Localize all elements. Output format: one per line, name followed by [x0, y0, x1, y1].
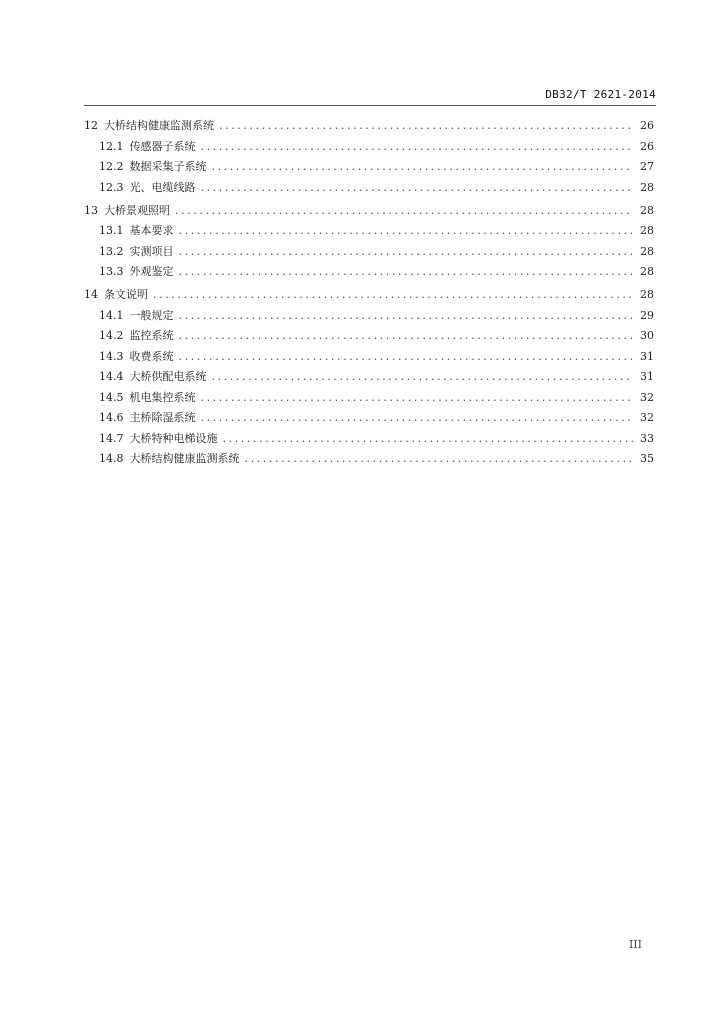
- toc-entry-12-2[interactable]: [84, 157, 656, 178]
- toc-entry-page: 33: [640, 431, 654, 445]
- toc-entry-14-5[interactable]: [84, 388, 656, 409]
- toc-entry-13-2[interactable]: [84, 242, 656, 263]
- toc-entry-title: 条文说明: [104, 288, 148, 301]
- toc-dot-leader: [201, 408, 634, 429]
- toc-entry-13-1[interactable]: [84, 221, 656, 242]
- toc-entry-page: 28: [640, 203, 654, 217]
- toc-entry-12-1[interactable]: [84, 137, 656, 158]
- toc-entry-number: 14.3: [99, 349, 124, 363]
- toc-entry-page: 28: [640, 224, 654, 237]
- toc-entry-page: 26: [640, 119, 654, 132]
- toc-entry-number: 13.3: [99, 265, 124, 278]
- toc-entry-title: 机电集控系统: [129, 390, 196, 404]
- toc-entry-page: 26: [640, 139, 654, 153]
- toc-entry-number: 14: [84, 288, 98, 301]
- toc-dot-leader: [212, 157, 634, 178]
- toc-entry-title: 基本要求: [129, 224, 174, 237]
- toc-entry-title: 实测项目: [129, 244, 174, 258]
- toc-entry-number: 14.4: [99, 370, 124, 383]
- toc-entry-title: 传感器子系统: [129, 139, 196, 153]
- toc-entry-14-7[interactable]: [84, 429, 656, 450]
- toc-dot-leader: [179, 262, 634, 283]
- toc-entry-number: 14.1: [99, 308, 124, 322]
- toc-entry-title: 数据采集子系统: [129, 160, 207, 173]
- toc-entry-title: 大桥结构健康监测系统: [104, 119, 214, 132]
- toc-entry-14-2[interactable]: [84, 326, 656, 347]
- toc-entry-number: 12.3: [99, 180, 124, 194]
- toc-dot-leader: [201, 388, 634, 409]
- page-number: III: [628, 938, 642, 951]
- toc-entry-title: 外观鉴定: [129, 265, 174, 278]
- toc-entry-title: 大桥结构健康监测系统: [129, 452, 240, 465]
- toc-entry-number: 13.1: [99, 224, 124, 237]
- toc-entry-number: 12: [84, 119, 98, 132]
- toc-entry-page: 28: [640, 244, 654, 258]
- toc-entry-number: 12.1: [99, 139, 124, 153]
- toc-dot-leader: [179, 347, 634, 368]
- toc-entry-14-6[interactable]: [84, 408, 656, 429]
- toc-dot-leader: [219, 116, 633, 137]
- header-rule: [84, 105, 656, 106]
- toc-entry-title: 收费系统: [129, 349, 174, 363]
- toc-entry-title: 一般规定: [129, 308, 174, 322]
- toc-entry-number: 14.8: [99, 452, 124, 465]
- toc-entry-page: 28: [640, 180, 654, 194]
- toc-dot-leader: [175, 201, 633, 222]
- toc-entry-title: 大桥景观照明: [104, 203, 170, 217]
- toc-entry-page: 31: [640, 349, 654, 363]
- toc-dot-leader: [212, 367, 634, 388]
- toc-entry-number: 13: [84, 203, 98, 217]
- toc-entry-title: 大桥供配电系统: [129, 370, 207, 383]
- toc-entry-14[interactable]: [84, 285, 656, 306]
- toc-entry-14-1[interactable]: [84, 306, 656, 327]
- toc-entry-page: 35: [640, 452, 654, 465]
- toc-dot-leader: [201, 137, 634, 158]
- toc-dot-leader: [245, 449, 634, 470]
- toc-entry-title: 监控系统: [129, 329, 174, 342]
- toc-entry-14-3[interactable]: [84, 347, 656, 368]
- toc-entry-14-4[interactable]: [84, 367, 656, 388]
- toc-entry-number: 14.7: [99, 431, 124, 445]
- toc-entry-number: 14.5: [99, 390, 124, 404]
- toc-entry-number: 14.6: [99, 411, 124, 424]
- toc-entry-page: 32: [640, 411, 654, 424]
- toc-dot-leader: [179, 221, 634, 242]
- toc-dot-leader: [179, 306, 634, 327]
- toc-entry-12[interactable]: [84, 116, 656, 137]
- toc-dot-leader: [201, 178, 634, 199]
- toc-entry-page: 32: [640, 390, 654, 404]
- toc-entry-title: 主桥除湿系统: [129, 411, 196, 424]
- toc-entry-number: 14.2: [99, 329, 124, 342]
- toc-entry-title: 光、电缆线路: [129, 180, 196, 194]
- toc-entry-12-3[interactable]: [84, 178, 656, 199]
- toc-dot-leader: [179, 326, 634, 347]
- toc-entry-page: 29: [640, 308, 654, 322]
- toc-entry-14-8[interactable]: [84, 449, 656, 470]
- table-of-contents: [84, 116, 656, 470]
- toc-entry-number: 12.2: [99, 160, 124, 173]
- toc-entry-page: 28: [640, 265, 654, 278]
- toc-dot-leader: [153, 285, 633, 306]
- toc-entry-number: 13.2: [99, 244, 124, 258]
- toc-entry-title: 大桥特种电梯设施: [129, 431, 218, 445]
- toc-dot-leader: [223, 429, 634, 450]
- toc-entry-page: 30: [640, 329, 654, 342]
- toc-entry-page: 27: [640, 160, 654, 173]
- toc-entry-13-3[interactable]: [84, 262, 656, 283]
- toc-entry-page: 28: [640, 288, 654, 301]
- document-code: DB32/T 2621-2014: [545, 88, 656, 101]
- toc-entry-13[interactable]: [84, 201, 656, 222]
- toc-entry-page: 31: [640, 370, 654, 383]
- toc-dot-leader: [179, 242, 634, 263]
